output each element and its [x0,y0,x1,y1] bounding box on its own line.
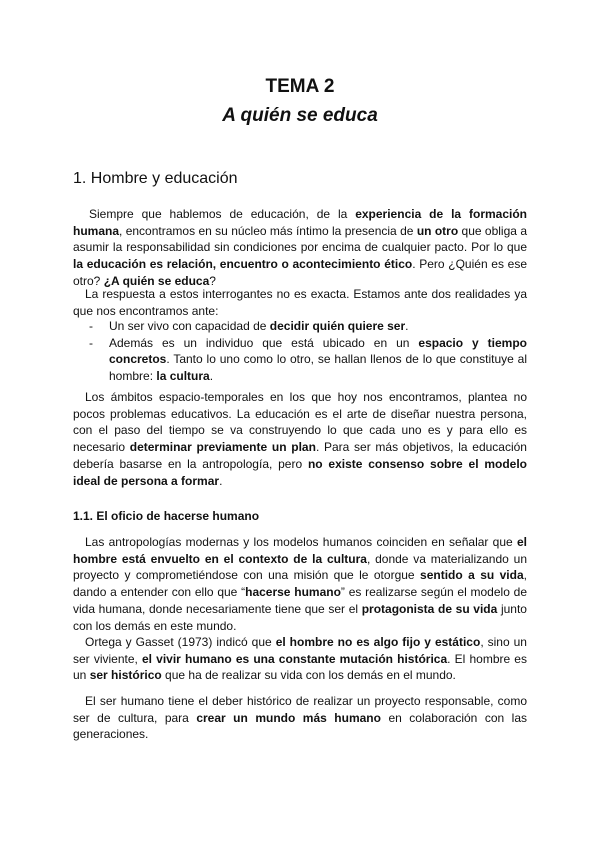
paragraph: Siempre que hablemos de educación, de la experiencia de la formación humana, encontramos en su núcleo más íntimo la presencia de un otro que obliga a asumir la responsabilidad sin condiciones por encima de cualquier pacto. Por lo que la educación es relación, encuentro o acontecimiento ético. Pero ¿Quién es ese otro? ¿A quién se educa? [73,207,528,288]
page-title: TEMA 2 [265,76,335,97]
page-subtitle: A quién se educa [222,105,378,126]
paragraph: El ser humano tiene el deber histórico de realizar un proyecto responsable, como ser de cultura, para crear un mundo más humano en colaboración con las generaciones. [73,694,527,742]
bullet-list [73,318,527,385]
list-item: - Además es un individuo que está ubicado en un espacio y tiempo concretos. Tanto lo uno como lo otro, se hallan llenos de lo que constituye al hombre: la cultura. [89,335,527,384]
paragraph: Las antropologías modernas y los modelos humanos coinciden en señalar que el hombre está envuelto en el contexto de la cultura, donde va materializando un proyecto y comprometiéndose con una misión que le otorgue sentido a su vida, dando a entender con ello que “hacerse humano” es realizarse según el modelo de vida humana, donde necesariamente tiene que ser el protagonista de su vida junto con los demás en este mundo. [73,535,527,633]
paragraph: Los ámbitos espacio-temporales en los que hoy nos encontramos, plantea no pocos problemas educativos. La educación es el arte de diseñar nuestra persona, con el paso del tiempo se va construyendo lo que cada uno es y para ello es necesario determinar previamente un plan. Para ser más objetivos, la educación debería basarse en la antropología, pero no existe consenso sobre el modelo ideal de persona a formar. [73,390,528,488]
paragraph: La respuesta a estos interrogantes no es exacta. Estamos ante dos realidades ya que nos encontramos ante: [73,287,527,318]
subsection-heading: 1.1. El oficio de hacerse humano [73,509,260,523]
list-item: - Un ser vivo con capacidad de decidir quién quiere ser. [89,319,409,333]
paragraph: Ortega y Gasset (1973) indicó que el hombre no es algo fijo y estático, sino un ser viviente, el vivir humano es una constante mutación histórica. El hombre es un ser histórico que ha de realizar su vida con los demás en el mundo. [73,635,527,683]
section-heading: 1. Hombre y educación [73,170,238,187]
